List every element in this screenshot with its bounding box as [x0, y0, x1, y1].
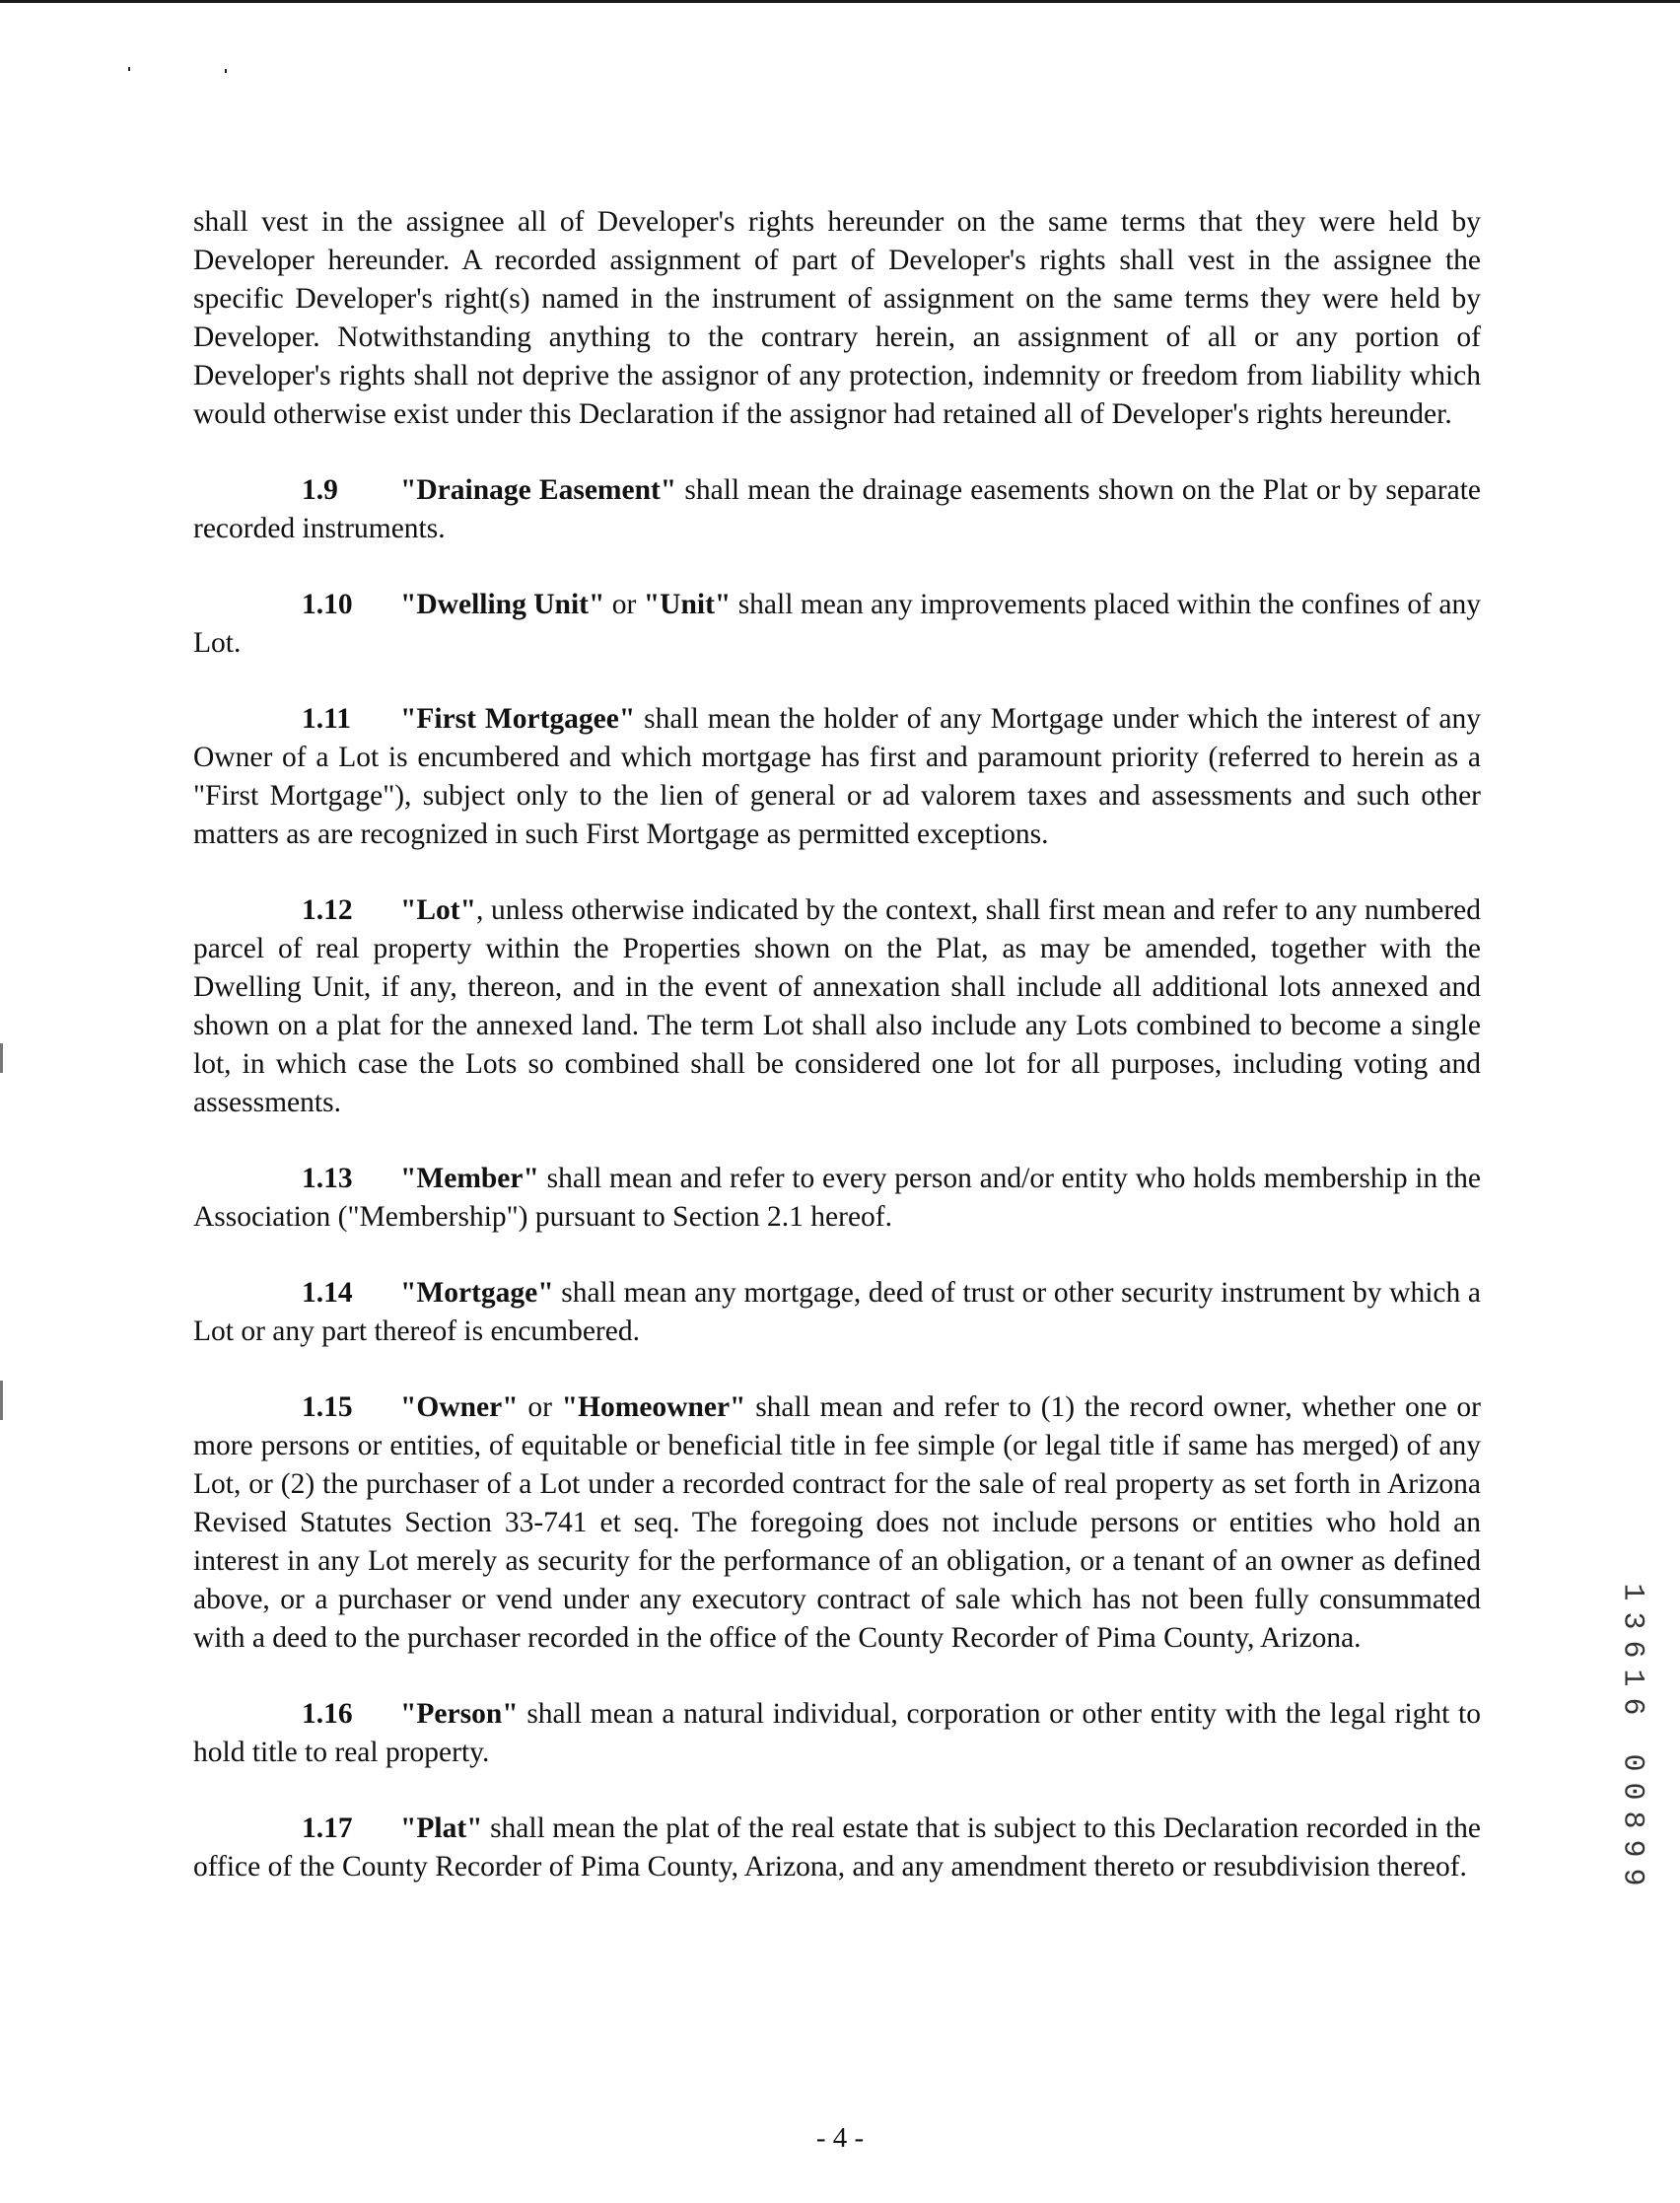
section-1-9	[193, 471, 1481, 548]
scan-speck	[128, 67, 130, 71]
section-1-13	[193, 1160, 1481, 1237]
section-number: 1.12	[302, 894, 353, 926]
section-number: 1.10	[302, 589, 353, 620]
definition-text: or	[604, 589, 644, 620]
document-body	[193, 203, 1481, 1886]
section-number: 1.13	[302, 1163, 353, 1194]
definition-text: or	[518, 1391, 562, 1423]
definition-text: shall mean a natural individual, corporation or other entity with the legal right to hold title to real property.	[193, 1698, 1481, 1768]
section-1-12	[193, 891, 1481, 1122]
definition-text: shall mean and refer to (1) the record owner, whether one or more persons or entities, of equitable or beneficial title in fee simple (or legal title if same has merged) of any Lot, or (2) the purchaser of a Lot under a recorded contract for the sale of real property as set forth in Arizona Revised Statutes Section 33-741 et seq. The foregoing does not include persons or entities who hold an interest in any Lot merely as security for the performance of an obligation, or a tenant of an owner as defined above, or a purchaser or vend under any executory contract of sale which has not been fully consummated with a deed to the purchaser recorded in the office of the County Recorder of Pima County, Arizona.	[193, 1391, 1481, 1654]
defined-term: "Lot"	[400, 894, 477, 926]
stamp-digit: 3	[1615, 1611, 1649, 1630]
defined-term: "Homeowner"	[561, 1391, 746, 1423]
stamp-digit: 1	[1615, 1669, 1649, 1687]
defined-term: "Person"	[400, 1698, 519, 1730]
stamp-digit: 6	[1615, 1640, 1649, 1659]
defined-term: "Owner"	[400, 1391, 519, 1423]
definition-text: shall vest in the assignee all of Developer's rights hereunder on the same terms that they were held by Developer hereunder. A recorded assignment of part of Developer's rights shall vest in the assignee the specific Developer's right(s) named in the instrument of assignment on the same terms they were held by Developer. Notwithstanding anything to the contrary herein, an assignment of all or any portion of Developer's rights shall not deprive the assignor of any protection, indemnity or freedom from liability which would otherwise exist under this Declaration if the assignor had retained all of Developer's rights hereunder.	[193, 206, 1481, 430]
section-1-11	[193, 700, 1481, 854]
section-number: 1.16	[302, 1698, 353, 1730]
defined-term: "Dwelling Unit"	[400, 589, 605, 620]
section-1-14	[193, 1274, 1481, 1351]
definition-text: shall mean the plat of the real estate that is subject to this Declaration recorded in the office of the County Recorder of Pima County, Arizona, and any amendment thereto or resubdivision thereof.	[193, 1812, 1481, 1883]
section-1-17	[193, 1810, 1481, 1886]
stamp-digit: 8	[1615, 1811, 1649, 1829]
defined-term: "Drainage Easement"	[400, 474, 677, 506]
defined-term: "Unit"	[643, 589, 732, 620]
section-1-16	[193, 1695, 1481, 1772]
defined-term: "Member"	[400, 1163, 539, 1194]
stamp-digit: 0	[1615, 1753, 1649, 1772]
stamp-digit: 9	[1615, 1868, 1649, 1886]
definition-text: shall mean and refer to every person and/or entity who holds membership in the Association ("Membership") pursuant to Section 2.1 hereof.	[193, 1163, 1481, 1233]
defined-term: "Mortgage"	[400, 1277, 554, 1309]
section-number: 1.11	[302, 703, 351, 735]
scan-speck	[225, 69, 227, 73]
defined-term: "First Mortgagee"	[400, 703, 636, 735]
section-number: 1.9	[302, 474, 338, 506]
definition-text: shall mean the drainage easements shown on the Plat or by separate recorded instruments.	[193, 474, 1481, 544]
scan-edge-mark	[0, 1043, 3, 1073]
scan-edge-mark	[0, 1381, 3, 1420]
recording-number-stamp	[1615, 1578, 1648, 1891]
stamp-digit: 6	[1615, 1697, 1649, 1716]
stamp-digit: 9	[1615, 1839, 1649, 1858]
section-number: 1.15	[302, 1391, 353, 1423]
top-border-line	[0, 0, 1680, 3]
definition-text: shall mean any improvements placed within the confines of any Lot.	[193, 589, 1481, 659]
stamp-digit: 1	[1615, 1583, 1649, 1601]
definition-text: shall mean any mortgage, deed of trust or other security instrument by which a Lot or any part thereof is encumbered.	[193, 1277, 1481, 1347]
stamp-gap	[1615, 1721, 1648, 1748]
stamp-digit: 0	[1615, 1782, 1649, 1801]
section-number: 1.17	[302, 1812, 353, 1844]
definition-text: shall mean the holder of any Mortgage under which the interest of any Owner of a Lot is encumbered and which mortgage has first and paramount priority (referred to herein as a "First Mortgage"), subject only to the lien of general or ad valorem taxes and assessments and such other matters as are recognized in such First Mortgage as permitted exceptions.	[193, 703, 1481, 850]
definition-text: , unless otherwise indicated by the context, shall first mean and refer to any numbered parcel of real property within the Properties shown on the Plat, as may be amended, together with the Dwelling Unit, if any, thereon, and in the event of annexation shall include all additional lots annexed and shown on a plat for the annexed land. The term Lot shall also include any Lots combined to become a single lot, in which case the Lots so combined shall be considered one lot for all purposes, including voting and assessments.	[193, 894, 1481, 1118]
section-number: 1.14	[302, 1277, 353, 1309]
section-1-10	[193, 586, 1481, 663]
continuation-paragraph	[193, 203, 1481, 434]
section-1-15	[193, 1388, 1481, 1658]
defined-term: "Plat"	[400, 1812, 483, 1844]
page-number: - 4 -	[815, 2122, 865, 2154]
